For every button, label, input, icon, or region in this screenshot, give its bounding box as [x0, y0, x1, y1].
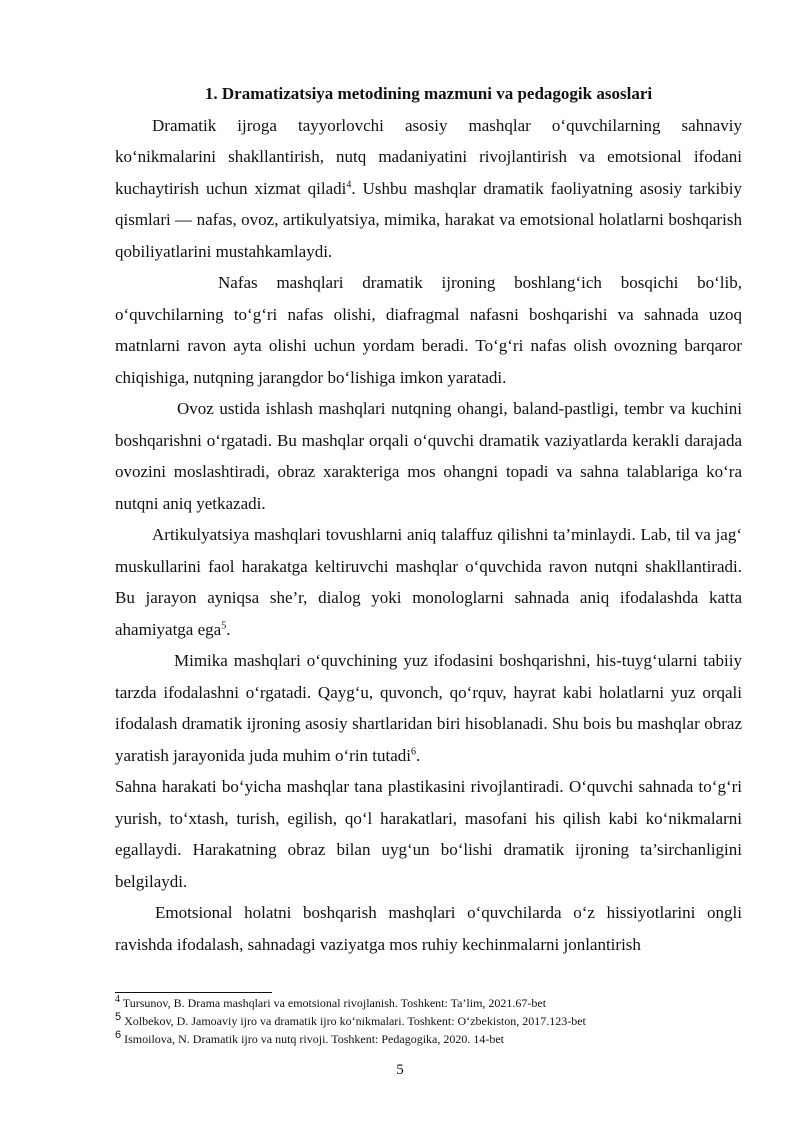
- footnote-item: [115, 1030, 742, 1048]
- paragraph-text: Dramatik ijroga tayyorlovchi asosiy mashqlar o‘quvchilarning sahnaviy ko‘nikmalarini shakllantirish, nutq madaniyatini rivojlantirish va emotsional ifodani kuchaytirish uchun xizmat qiladi: [115, 115, 742, 198]
- paragraph-intro: [115, 110, 742, 268]
- paragraph-mimicry: [115, 645, 742, 771]
- paragraph-text-cont: . Ushbu mashqlar dramatik faoliyatning asosiy tarkibiy qismlari — nafas, ovoz, artikulyatsiya, mimika, harakat va emotsional holatlarni boshqarish qobiliyatlarini mustahkamlaydi.: [115, 178, 742, 261]
- footnote-number: 4: [115, 994, 120, 1005]
- paragraph-breathing: Nafas mashqlari dramatik ijroning boshlang‘ich bosqichi bo‘lib, o‘quvchilarning to‘g‘ri nafas olishi, diafragmal nafasni boshqarishi va sahnada uzoq matnlarni ravon ayta olishi uchun yordam beradi. To‘g‘ri nafas olish ovozning barqaror chiqishiga, nutqning jarangdor bo‘lishiga imkon yaratadi.: [115, 273, 742, 387]
- footnote-ref: 5: [221, 619, 227, 631]
- footnote-separator: [115, 992, 272, 993]
- paragraph-stage-movement: Sahna harakati bo‘yicha mashqlar tana plastikasini rivojlantiradi. O‘quvchi sahnada to‘g‘ri yurish, to‘xtash, turish, egilish, qo‘l harakatlari, masofani his qilish kabi ko‘nikmalarni egallaydi. Harakatning obraz bilan uyg‘un bo‘lishi dramatik ijroning ta’sirchanligini belgilaydi.: [115, 777, 742, 891]
- footnote-item: [115, 994, 742, 1012]
- paragraph-text: Mimika mashqlari o‘quvchining yuz ifodasini boshqarishni, his-tuyg‘ularni tabiiy tarzda ifodalashni o‘rgatadi. Qayg‘u, quvonch, qo‘rquv, hayrat kabi holatlarni yuz orqali ifodalash dramatik ijroning asosiy shartlaridan biri hisoblanadi. Shu bois bu mashqlar obraz yaratish jarayonida juda muhim o‘rin tutadi: [115, 651, 742, 765]
- footnote-text: Ismoilova, N. Dramatik ijro va nutq rivoji. Toshkent: Pedagogika, 2020. 14-bet: [124, 1032, 505, 1046]
- footnote-ref: 6: [411, 745, 417, 757]
- footnote-text: Tursunov, B. Drama mashqlari va emotsional rivojlanish. Toshkent: Ta’lim, 2021.67-bet: [122, 996, 547, 1010]
- footnote-number: 6: [115, 1029, 122, 1041]
- main-text: [115, 78, 742, 960]
- footnote-number: 5: [115, 1011, 122, 1023]
- footnote-item: [115, 1012, 742, 1030]
- paragraph-voice: Ovoz ustida ishlash mashqlari nutqning ohangi, baland-pastligi, tembr va kuchini boshqarishni o‘rgatadi. Bu mashqlar orqali o‘quvchi dramatik vaziyatlarda kerakli darajada ovozini moslashtiradi, obraz xarakteriga mos ohangni topadi va sahna talablariga ko‘ra nutqni aniq yetkazadi.: [115, 399, 742, 513]
- footnote-ref: 4: [346, 178, 352, 190]
- paragraph-text: Artikulyatsiya mashqlari tovushlarni aniq talaffuz qilishni ta’minlaydi. Lab, til va jag‘ muskullarini faol harakatga keltiruvchi mashqlar o‘quvchida ravon nutqni shakllantiradi. Bu jarayon ayniqsa she’r, dialog yoki monologlarni sahnada aniq ifodalashda katta ahamiyatga ega: [115, 525, 742, 639]
- section-heading: 1. Dramatizatsiya metodining mazmuni va pedagogik asoslari: [204, 84, 653, 103]
- paragraph-articulation: [115, 519, 742, 645]
- paragraph-emotional: Emotsional holatni boshqarish mashqlari o‘quvchilarda o‘z hissiyotlarini ongli ravishda ifodalash, sahnadagi vaziyatga mos ruhiy kechinmalarni jonlantirish: [115, 903, 742, 954]
- footnote-text: Xolbekov, D. Jamoaviy ijro va dramatik ijro ko‘nikmalari. Toshkent: O‘zbekiston, 2017.123-bet: [124, 1014, 586, 1028]
- footnotes: [115, 994, 742, 1048]
- paragraph-text-cont: .: [416, 745, 421, 765]
- page-number: 5: [396, 1062, 404, 1078]
- paragraph-text-cont: .: [226, 619, 231, 639]
